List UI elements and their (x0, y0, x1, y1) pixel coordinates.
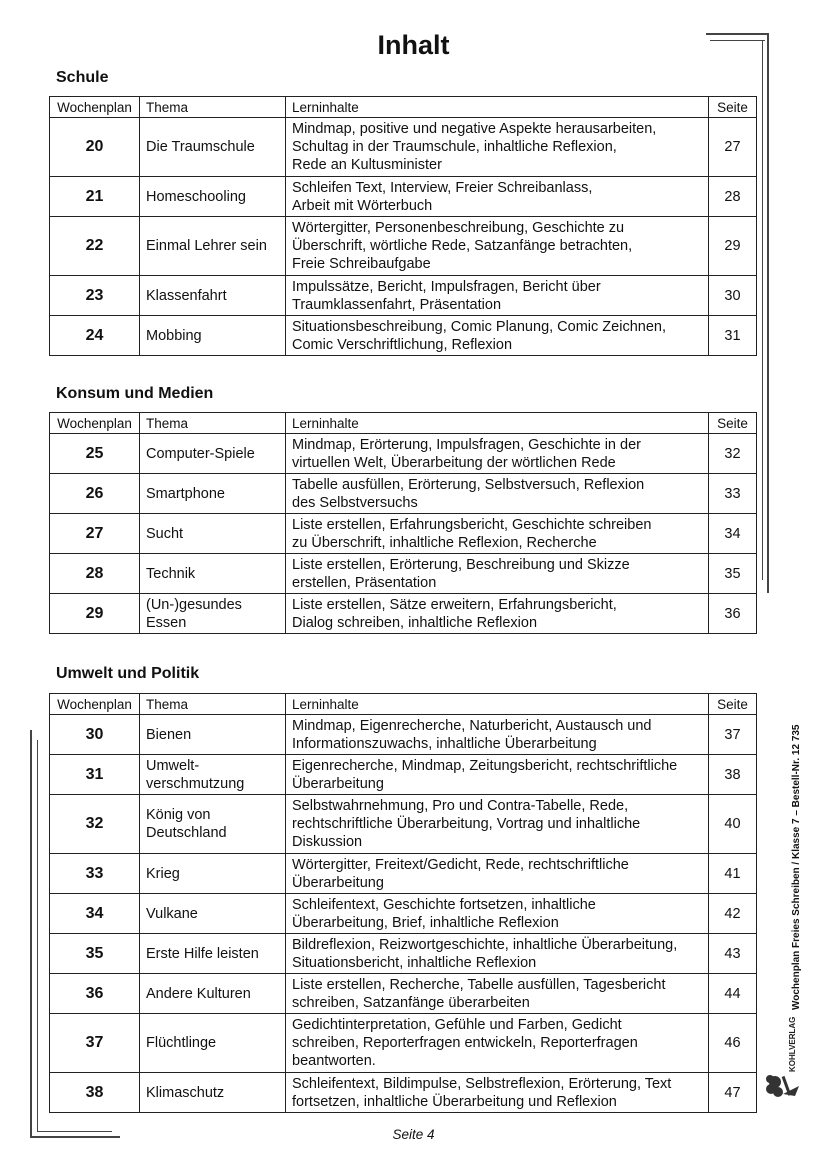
topic-cell: König von Deutschland (140, 795, 286, 854)
page-cell: 32 (709, 434, 757, 474)
section-heading: Schule (56, 69, 109, 86)
table-row (50, 554, 757, 594)
column-header-content: Lerninhalte (286, 97, 709, 118)
content-cell: Schleifentext, Bildimpulse, Selbstreflexion, Erörterung, Text fortsetzen, inhaltliche Überarbeitung und Reflexion (286, 1073, 709, 1113)
content-cell: Wörtergitter, Freitext/Gedicht, Rede, rechtschriftliche Überarbeitung (286, 854, 709, 894)
week-number: 26 (50, 474, 140, 514)
page-cell: 40 (709, 795, 757, 854)
page-cell: 41 (709, 854, 757, 894)
topic-cell: Smartphone (140, 474, 286, 514)
topic-cell: Mobbing (140, 316, 286, 356)
week-number: 32 (50, 795, 140, 854)
page-cell: 43 (709, 934, 757, 974)
week-number: 36 (50, 974, 140, 1014)
column-header-topic: Thema (140, 413, 286, 434)
week-number: 24 (50, 316, 140, 356)
section-heading: Konsum und Medien (56, 385, 214, 402)
week-number: 37 (50, 1014, 140, 1073)
page-cell: 36 (709, 594, 757, 634)
page-cell: 44 (709, 974, 757, 1014)
page-cell: 27 (709, 118, 757, 177)
content-cell: Liste erstellen, Erörterung, Beschreibung und Skizze erstellen, Präsentation (286, 554, 709, 594)
toc-table (49, 412, 757, 634)
week-number: 20 (50, 118, 140, 177)
toc-table (49, 693, 757, 1113)
week-number: 33 (50, 854, 140, 894)
publisher-logo-icon (761, 1016, 803, 1100)
week-number: 25 (50, 434, 140, 474)
table-row (50, 934, 757, 974)
week-number: 38 (50, 1073, 140, 1113)
week-number: 27 (50, 514, 140, 554)
week-number: 35 (50, 934, 140, 974)
table-header-row (50, 97, 757, 118)
section-heading: Umwelt und Politik (56, 665, 200, 682)
table-row (50, 795, 757, 854)
corner-line (30, 730, 32, 1138)
content-cell: Impulssätze, Bericht, Impulsfragen, Bericht über Traumklassenfahrt, Präsentation (286, 276, 709, 316)
column-header-content: Lerninhalte (286, 694, 709, 715)
svg-text:KOHLVERLAG: KOHLVERLAG (788, 1016, 797, 1072)
table-row (50, 217, 757, 276)
table-row (50, 118, 757, 177)
column-header-page: Seite (709, 413, 757, 434)
table-row (50, 177, 757, 217)
content-cell: Schleifentext, Geschichte fortsetzen, inhaltliche Überarbeitung, Brief, inhaltliche Reflexion (286, 894, 709, 934)
page-cell: 28 (709, 177, 757, 217)
page-cell: 29 (709, 217, 757, 276)
table-header-row (50, 694, 757, 715)
page-cell: 34 (709, 514, 757, 554)
topic-cell: Klassenfahrt (140, 276, 286, 316)
table-row (50, 316, 757, 356)
topic-cell: Krieg (140, 854, 286, 894)
topic-cell: Flüchtlinge (140, 1014, 286, 1073)
week-number: 30 (50, 715, 140, 755)
table-row (50, 514, 757, 554)
topic-cell: Homeschooling (140, 177, 286, 217)
week-number: 23 (50, 276, 140, 316)
week-number: 31 (50, 755, 140, 795)
content-cell: Liste erstellen, Sätze erweitern, Erfahrungsbericht, Dialog schreiben, inhaltliche Reflexion (286, 594, 709, 634)
topic-cell: Technik (140, 554, 286, 594)
page-cell: 47 (709, 1073, 757, 1113)
corner-line (762, 40, 763, 580)
content-cell: Liste erstellen, Erfahrungsbericht, Geschichte schreiben zu Überschrift, inhaltliche Reflexion, Recherche (286, 514, 709, 554)
topic-cell: Die Traumschule (140, 118, 286, 177)
topic-cell: Einmal Lehrer sein (140, 217, 286, 276)
topic-cell: Vulkane (140, 894, 286, 934)
corner-line (37, 740, 38, 1132)
page-cell: 42 (709, 894, 757, 934)
week-number: 28 (50, 554, 140, 594)
content-cell: Wörtergitter, Personenbeschreibung, Geschichte zu Überschrift, wörtliche Rede, Satzanfänge betrachten, Freie Schreibaufgabe (286, 217, 709, 276)
page-cell: 37 (709, 715, 757, 755)
table-row (50, 276, 757, 316)
content-cell: Liste erstellen, Recherche, Tabelle ausfüllen, Tagesbericht schreiben, Satzanfänge überarbeiten (286, 974, 709, 1014)
page-cell: 35 (709, 554, 757, 594)
table-row (50, 854, 757, 894)
content-cell: Tabelle ausfüllen, Erörterung, Selbstversuch, Reflexion des Selbstversuchs (286, 474, 709, 514)
topic-cell: (Un-)gesundes Essen (140, 594, 286, 634)
topic-cell: Sucht (140, 514, 286, 554)
side-publication-info: Wochenplan Freies Schreiben / Klasse 7 – Bestell-Nr. 12 735 (791, 724, 802, 1010)
page-title: Inhalt (377, 30, 450, 60)
page-number: Seite 4 (392, 1127, 435, 1142)
column-header-topic: Thema (140, 97, 286, 118)
table-row (50, 1073, 757, 1113)
content-cell: Eigenrecherche, Mindmap, Zeitungsbericht, rechtschriftliche Überarbeitung (286, 755, 709, 795)
table-row (50, 974, 757, 1014)
column-header-week: Wochenplan (50, 97, 140, 118)
week-number: 22 (50, 217, 140, 276)
topic-cell: Klimaschutz (140, 1073, 286, 1113)
column-header-topic: Thema (140, 694, 286, 715)
table-row (50, 434, 757, 474)
week-number: 21 (50, 177, 140, 217)
content-cell: Mindmap, positive und negative Aspekte herausarbeiten, Schultag in der Traumschule, inhaltliche Reflexion, Rede an Kultusminister (286, 118, 709, 177)
topic-cell: Andere Kulturen (140, 974, 286, 1014)
column-header-week: Wochenplan (50, 694, 140, 715)
content-cell: Gedichtinterpretation, Gefühle und Farben, Gedicht schreiben, Reporterfragen entwickeln, Reporterfragen beantworten. (286, 1014, 709, 1073)
topic-cell: Erste Hilfe leisten (140, 934, 286, 974)
table-row (50, 715, 757, 755)
table-row (50, 594, 757, 634)
page-cell: 31 (709, 316, 757, 356)
week-number: 34 (50, 894, 140, 934)
table-header-row (50, 413, 757, 434)
table-row (50, 474, 757, 514)
column-header-page: Seite (709, 97, 757, 118)
content-cell: Schleifen Text, Interview, Freier Schreibanlass, Arbeit mit Wörterbuch (286, 177, 709, 217)
topic-cell: Bienen (140, 715, 286, 755)
content-cell: Situationsbeschreibung, Comic Planung, Comic Zeichnen, Comic Verschriftlichung, Reflexion (286, 316, 709, 356)
content-cell: Selbstwahrnehmung, Pro und Contra-Tabelle, Rede, rechtschriftliche Überarbeitung, Vortrag und inhaltliche Diskussion (286, 795, 709, 854)
content-cell: Bildreflexion, Reizwortgeschichte, inhaltliche Überarbeitung, Situationsbericht, inhaltliche Reflexion (286, 934, 709, 974)
table-row (50, 894, 757, 934)
week-number: 29 (50, 594, 140, 634)
page-cell: 38 (709, 755, 757, 795)
corner-line (767, 33, 769, 593)
page-cell: 30 (709, 276, 757, 316)
toc-table (49, 96, 757, 356)
column-header-content: Lerninhalte (286, 413, 709, 434)
table-row (50, 755, 757, 795)
content-cell: Mindmap, Eigenrecherche, Naturbericht, Austausch und Informationszuwachs, inhaltliche Überarbeitung (286, 715, 709, 755)
column-header-week: Wochenplan (50, 413, 140, 434)
page-cell: 33 (709, 474, 757, 514)
page-cell: 46 (709, 1014, 757, 1073)
content-cell: Mindmap, Erörterung, Impulsfragen, Geschichte in der virtuellen Welt, Überarbeitung der wörtlichen Rede (286, 434, 709, 474)
topic-cell: Umwelt- verschmutzung (140, 755, 286, 795)
table-row (50, 1014, 757, 1073)
column-header-page: Seite (709, 694, 757, 715)
topic-cell: Computer-Spiele (140, 434, 286, 474)
